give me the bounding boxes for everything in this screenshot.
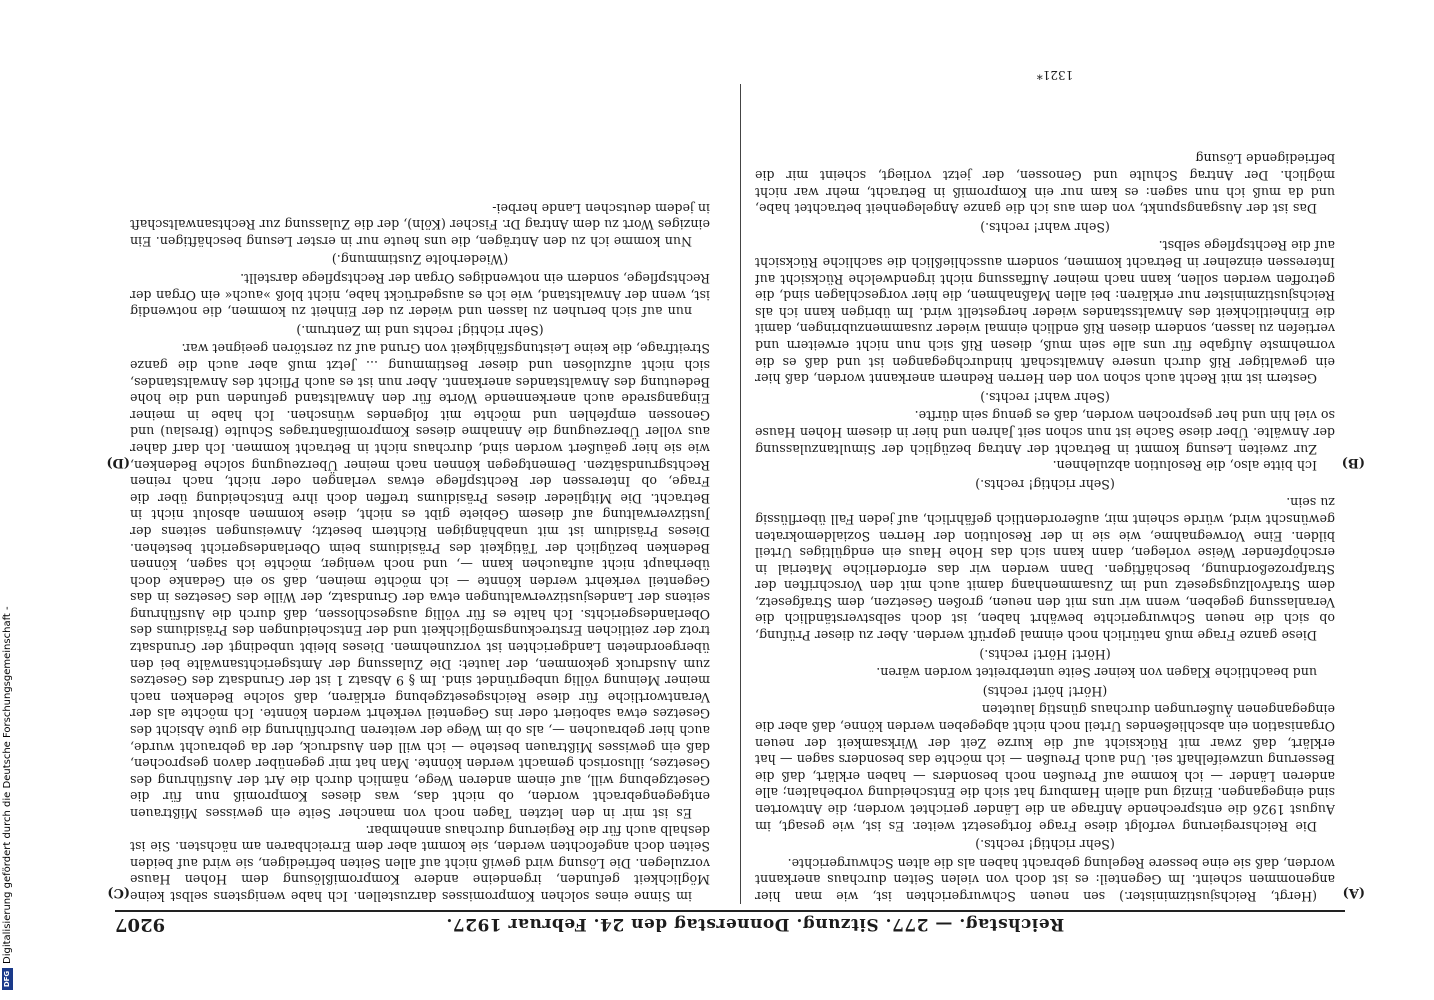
paragraph: im Sinne eines solchen Kompromisses darzustellen. Ich habe wenigstens selbst keine Möglichkeit gefunden, irgendeine andere Kompromißlösung dem Hohen Hause vorzulegen. Die Lösung wird gewiß nicht auf allen Seiten befriedigen, sie wird auf beiden Seiten doch angefochten werden, sie kommt aber dem Erreichbaren am nächsten. Sie ist deshalb auch für die Regierung durchaus annehmbar.: [130, 822, 710, 904]
interjection: (Sehr richtig! rechts.): [975, 476, 1115, 492]
paragraph: Die Reichsregierung verfolgt diese Frage fortgesetzt weiter. Es ist, wie gesagt, im August 1926 die entsprechende Anfrage an die Länder gerichtet worden; die Antworten sind eingegangen. Einzig und allein Hamburg hat sich die Entscheidung vorbehalten; alle anderen Länder — ich komme auf Preußen noch besonders — haben erklärt, daß die Besserung unzweifelhaft sei. Und auch Preußen — ich möchte das besonders sagen — hat erklärt, daß zwar mit Rücksicht auf die kurze Zeit der Wirksamkeit der neuen Organisation ein abschließendes Urteil noch nicht abgegeben werden könne, daß aber die eingegangenen Äußerungen durchaus günstig lauteten: [755, 702, 1335, 834]
dfg-logo: DFG: [2, 968, 13, 990]
rotated-page-content: [95, 60, 1365, 940]
credit-text: Digitalisierung gefördert durch die Deutsche Forschungsgemeinschaft -: [2, 606, 13, 964]
interjection: (Sehr richtig! rechts.): [975, 837, 1115, 853]
interjection: (Sehr richtig! rechts und im Zentrum.): [296, 322, 544, 338]
header-rule: [115, 910, 1345, 912]
interjection: (Wiederholte Zustimmung.): [331, 252, 509, 268]
left-text-column: [755, 84, 1335, 904]
margin-marker-c: (C): [107, 885, 130, 900]
paragraph: Zur zweiten Lesung kommt in Betracht der Antrag bezüglich der Simultanzulassung der Anwälte. Über diese Sache ist nun schon seit Jahren und hier in diesem Hohen Hause so viel hin und her gesprochen worden, daß es genug sein dürfte.: [755, 408, 1335, 457]
margin-marker-d: (D): [106, 455, 130, 470]
paragraph: (Hergt, Reichsjustizminister.) sen neuen Schwurgerichten ist, wie man hier angenommen scheint. Im Gegenteil: es ist doch von vielen Seiten durchaus anerkannt worden, daß sie eine bessere Regelung gebracht haben als die alten Schwurgerichte.: [755, 855, 1335, 904]
paragraph: Nun komme ich zu den Anträgen, die uns heute nur in erster Lesung beschäftigen. Ein einziges Wort zu dem Antrag Dr. Fischer (Köln), der die Zulassung zur Rechtsanwaltschaft in jedem deutschen Lande herbei-: [130, 200, 710, 249]
margin-marker-a: (A): [1342, 885, 1365, 900]
right-text-column: [130, 84, 710, 904]
running-head: Reichstag. — 277. Sitzung. Donnerstag den 24. Februar 1927.: [445, 914, 1065, 934]
paragraph: Es ist mir in den letzten Tagen noch von mancher Seite ein gewisses Mißtrauen entgegengebracht worden, ob nicht das, was dieses Kompromiß nun für die Gesetzgebung will, auf einem anderen Wege, nämlich durch die Art der Ausführung des Gesetzes, illusorisch gemacht werden könnte. Man hat mir gegenüber davon gesprochen, daß ein gewisses Mißtrauen bestehe — ich will den Ausdruck, der da gebraucht wurde, auch hier gebrauchen —, als ob im Wege der weiteren Durchführung die gute Absicht des Gesetzes etwa sabotiert oder ins Gegenteil verkehrt werden könnte. Ich möchte als der Verantwortliche für diese Reichsgesetzgebung erklären, daß solche Bedenken nach meiner Meinung völlig unbegründet sind. Im § 9 Absatz 1 ist der Grundsatz des Gesetzes zum Ausdruck gekommen, der lautet: Die Zulassung der Amtsgerichtsanwälte bei den übergeordneten Landgerichten ist vorzunehmen. Dieses bleibt unbedingt der Grundsatz trotz der zeitlichen Erstreckungsmöglichkeit und der Entscheidungen des Präsidiums des Oberlandesgerichts. Ich halte es für völlig ausgeschlossen, daß durch die Ausführung seitens der Landesjustizverwaltungen etwa der Grundsatz, der Wille des Gesetzes in das Gegenteil verkehrt werden könnte — ich möchte meinen, daß so ein Gedanke doch überhaupt nicht auftauchen kann —, und noch weniger, möchte ich sagen, können Bedenken bezüglich der Tätigkeit des Präsidiums beim Oberlandesgericht bestehen. Dieses Präsidium ist mit unabhängigen Richtern besetzt; Anweisungen seitens der Justizverwaltung auf diesem Gebiete gibt es nicht, diese kommen absolut nicht in Betracht. Die Mitglieder dieses Präsidiums treffen doch ihre Entscheidung über die Frage, ob Interessen der Rechtspflege etwas verlangen oder nicht, nach reinen Rechtsgrundsätzen. Dementgegen können nach meiner Überzeugung solche Bedenken, wie sie hier geäußert worden sind, durchaus nicht in Betracht kommen. Ich darf daher aus voller Überzeugung die Annahme dieses Kompromißantrages Schulte (Breslau) und Genossen empfehlen und möchte mit folgendes wünschen. Ich habe in meiner Eingangsrede auch anerkennende Worte für den Anwaltstand gefunden und die hohe Bedeutung des Anwaltstandes anerkannt. Aber nun ist es auch Pflicht des Anwaltstandes, sich nicht aufzulösen und dieser Bestimmung ... Jetzt muß aber auch die ganze Streitfrage, die keine Leistungsfähigkeit von Grund auf zu zerstören geeignet war.: [130, 341, 710, 822]
paragraph: Gestern ist mit Recht auch schon von den Herren Rednern anerkannt worden, daß hier ein gewaltiger Riß durch unsere Anwaltschaft hindurchgegangen ist und daß es die vornehmste Aufgabe für uns alle sein muß, diesen Riß sich nun nicht erweitern und vertiefen zu lassen, sondern diesen Riß endlich einmal wieder zusammenzubringen, damit die Einheitlichkeit des Anwaltsstandes wieder hergestellt wird. Im übrigen kann ich als Reichsjustizminister nur erklären: bei allen Maßnahmen, die hier vorgeschlagen sind, die getroffen werden sollen, kann nach meiner Auffassung nicht irgendwelche Rücksicht auf Interessen einzelner in Betracht kommen, sondern ausschließlich die sachliche Rücksicht auf die Rechtspflege selbst.: [755, 238, 1335, 387]
margin-marker-b: (B): [1341, 455, 1365, 470]
column-divider: [740, 84, 741, 904]
paragraph: nun auf sich beruhen zu lassen und wieder zu der Einheit zu kommen, die notwendig ist, wenn der Anwaltstand, wie ich es ausgedrückt habe, nicht bloß »auch« ein Organ der Rechtspflege, sondern ein notwendiges Organ der Rechtspflege darstellt.: [130, 271, 710, 320]
signature-mark: 1321*: [1036, 68, 1074, 82]
interjection: (Hört! hört! rechts): [982, 683, 1108, 699]
paragraph: Das ist der Ausgangspunkt, von dem aus ich die ganze Angelegenheit betrachtet habe, und da muß ich nun sagen: es kam nur ein Kompromiß in Betracht, mehr war nicht möglich. Der Antrag Schulte und Genossen, der jetzt vorliegt, scheint mir die befriedigende Lösung: [755, 151, 1335, 217]
page-header: [115, 914, 1345, 940]
paragraph: Ich bitte also, die Resolution abzulehnen.: [1052, 458, 1317, 474]
paragraph: und beachtliche Klagen von keiner Seite unterbreitet worden wären.: [876, 665, 1317, 681]
page-number: 9207: [115, 914, 166, 935]
paragraph: Diese ganze Frage muß natürlich noch einmal geprüft werden. Aber zu dieser Prüfung, ob sich die neuen Schwurgerichte bewährt haben, ist doch selbstverständlich die Veranlassung gegeben, wenn wir uns mit den neuen, großen Gesetzen, dem Strafgesetz, dem Strafvollzugsgesetz und im Zusammenhang damit auch mit den Vorschriften der Strafprozeßordnung, beschäftigen. Dann werden wir das erforderliche Material in erschöpfender Weise vorlegen, dann kann sich das Hohe Haus ein endgültiges Urteil bilden. Eine Vorwegnahme, wie sie in der Resolution der Herren Sozialdemokraten gewünscht wird, würde scheint mir, außerordentlich gefährlich, auf jeden Fall überflüssig zu sein.: [755, 495, 1335, 644]
interjection: (Sehr wahr! rechts.): [980, 389, 1110, 405]
digitization-credit: [0, 590, 18, 1000]
interjection: (Sehr wahr! rechts.): [980, 219, 1110, 235]
interjection: (Hört! Hört! rechts.): [979, 646, 1111, 662]
